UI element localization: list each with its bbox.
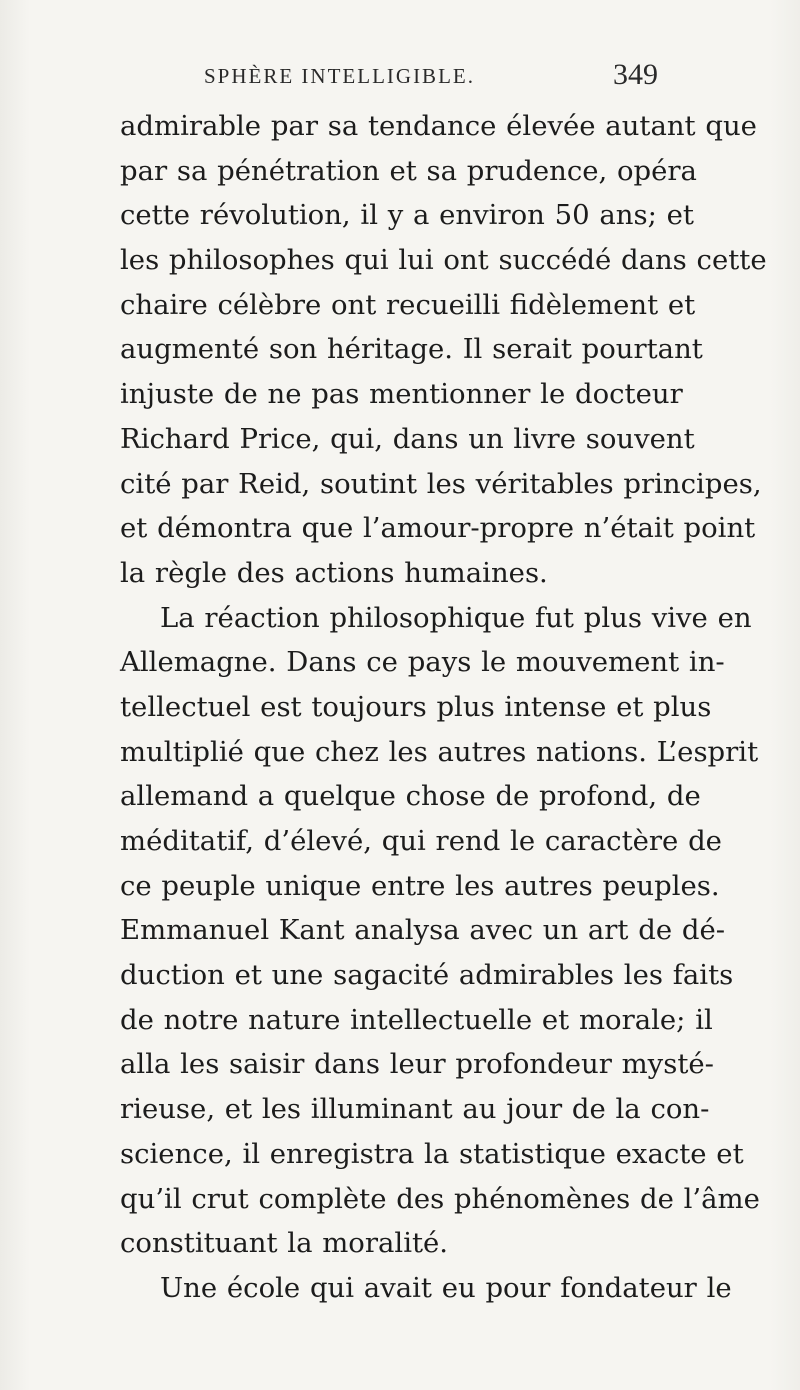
text-line: de notre nature intellectuelle et morale; il [120, 1003, 713, 1036]
text-line: Emmanuel Kant analysa avec un art de dé- [120, 914, 726, 947]
text-line: rieuse, et les illuminant au jour de la con- [120, 1093, 710, 1126]
text-line: Une école qui avait eu pour fondateur le [160, 1271, 732, 1304]
text-line: cette révolution, il y a environ 50 ans; et [120, 199, 694, 232]
text-line: par sa pénétration et sa prudence, opéra [120, 154, 697, 187]
text-line: injuste de ne pas mentionner le docteur [120, 378, 683, 411]
running-head: SPHÈRE INTELLIGIBLE. [204, 64, 475, 88]
page-header [118, 58, 658, 98]
text-line: La réaction philosophique fut plus vive en [160, 601, 752, 634]
text-line: alla les saisir dans leur profondeur mysté- [120, 1048, 714, 1081]
text-line: constituant la moralité. [120, 1227, 449, 1260]
text-line: les philosophes qui lui ont succédé dans cette [120, 244, 767, 277]
text-line: et démontra que l’amour-propre n’était point [120, 512, 756, 545]
text-line: duction et une sagacité admirables les faits [120, 959, 734, 992]
text-line: tellectuel est toujours plus intense et plus [120, 690, 712, 723]
text-line: chaire célèbre ont recueilli fidèlement et [120, 288, 696, 321]
text-line: la règle des actions humaines. [120, 556, 548, 589]
text-line: qu’il crut complète des phénomènes de l’âme [120, 1182, 760, 1215]
page-number: 349 [613, 58, 658, 91]
text-line: Richard Price, qui, dans un livre souvent [120, 422, 695, 455]
body-text [120, 104, 767, 1311]
text-line: admirable par sa tendance élevée autant que [120, 110, 757, 142]
text-line: Allemagne. Dans ce pays le mouvement in- [120, 646, 725, 679]
text-line: allemand a quelque chose de profond, de [120, 780, 701, 813]
text-line: multiplié que chez les autres nations. L’esprit [120, 735, 759, 768]
text-line: méditatif, d’élevé, qui rend le caractère de [120, 825, 722, 857]
text-line: cité par Reid, soutint les véritables principes, [120, 467, 762, 500]
text-line: augmenté son héritage. Il serait pourtant [120, 333, 703, 366]
text-line: ce peuple unique entre les autres peuples. [120, 869, 720, 902]
text-line: science, il enregistra la statistique exacte et [120, 1137, 744, 1170]
